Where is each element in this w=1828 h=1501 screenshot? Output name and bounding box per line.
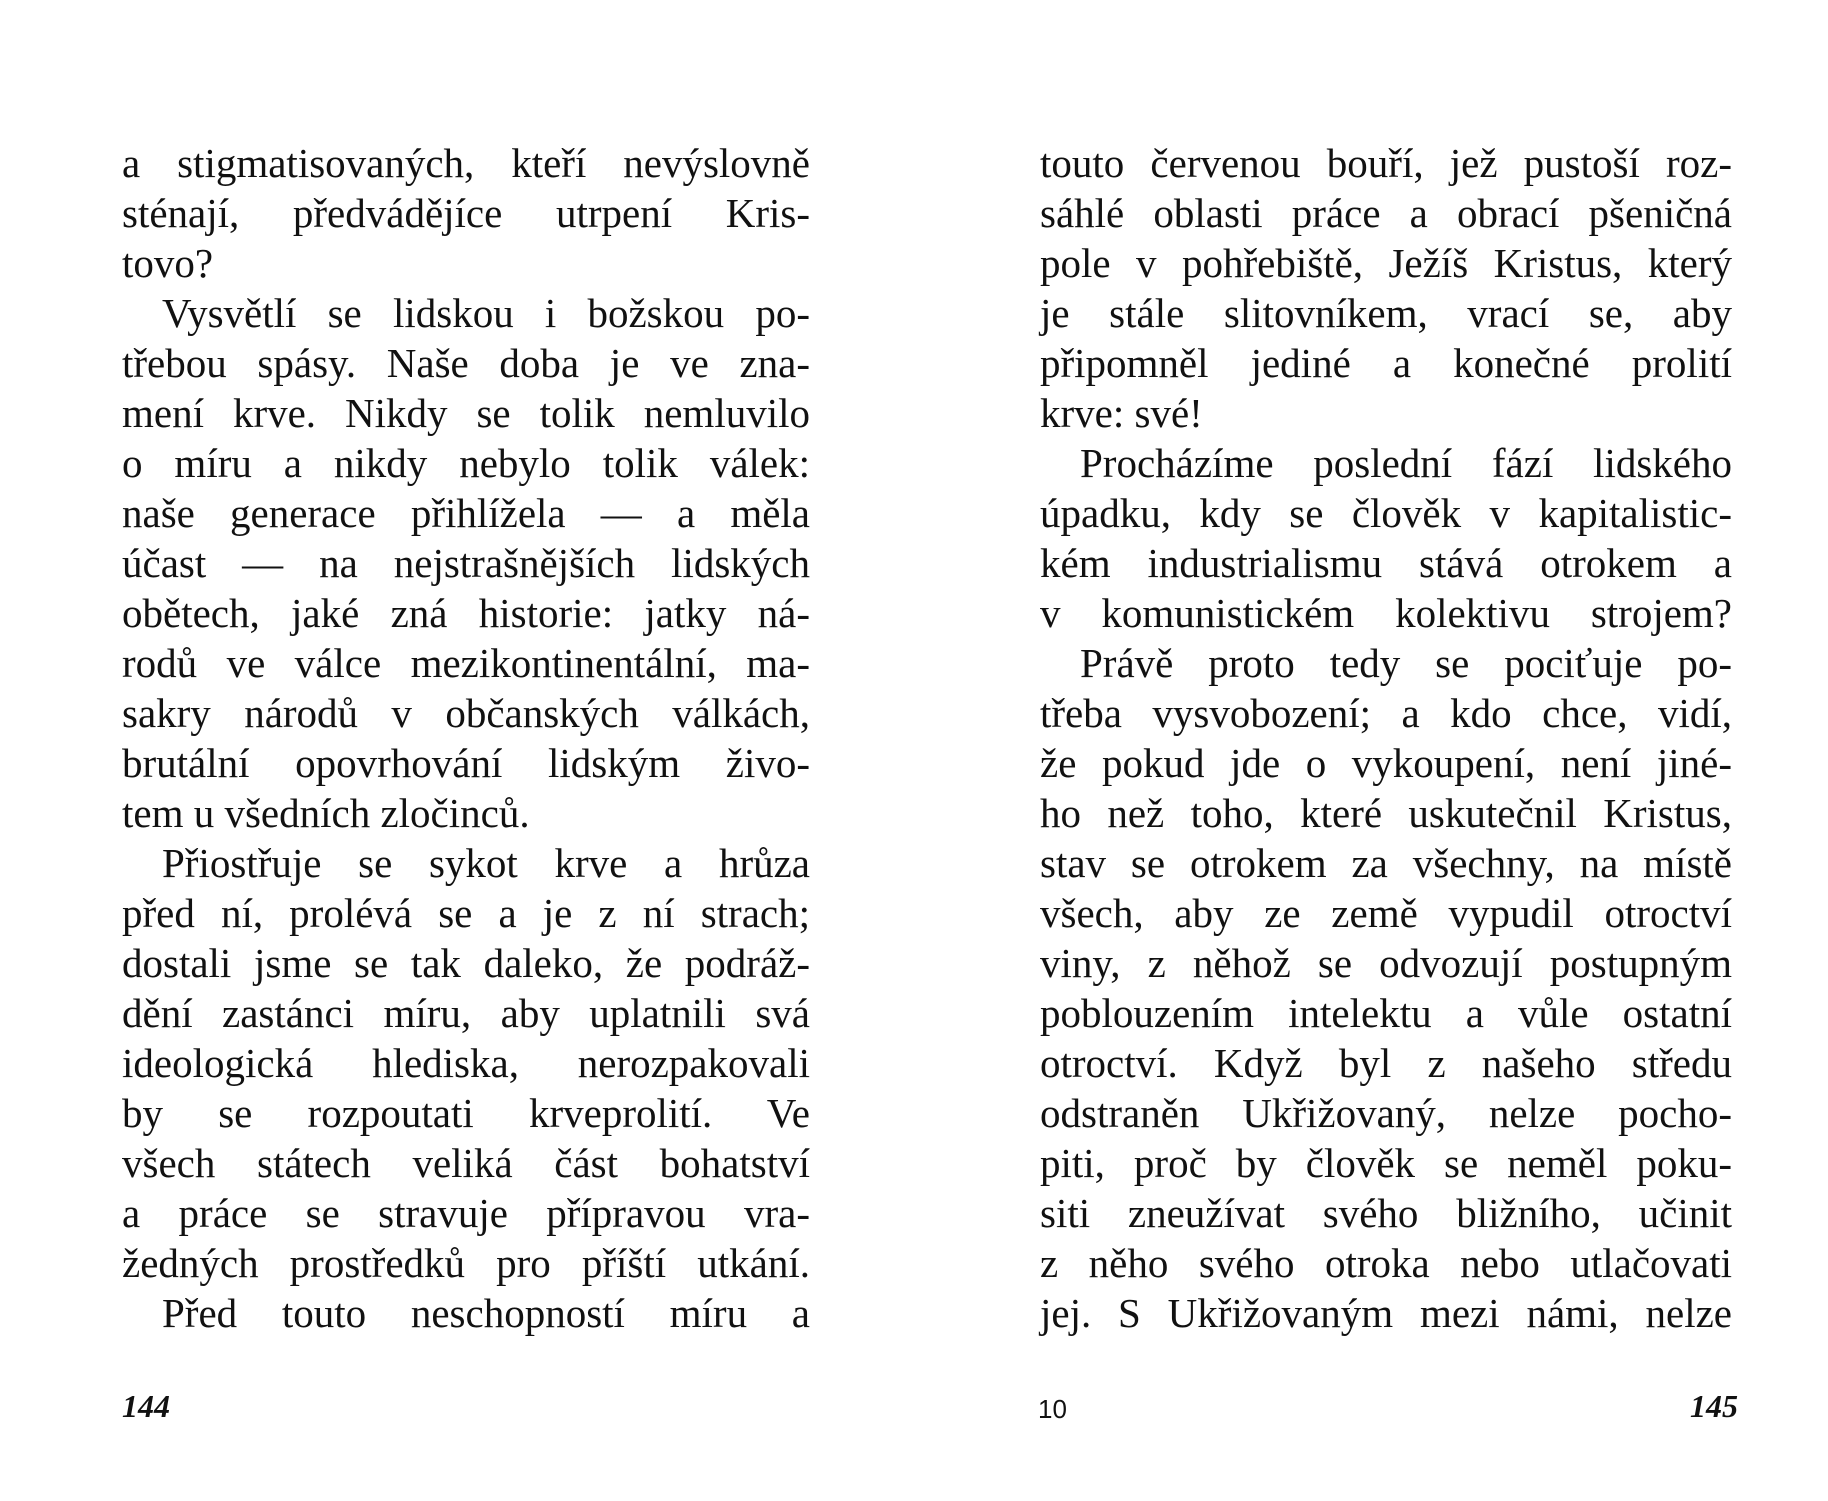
text-line: jej. S Ukřižovaným mezi námi, nelze [1040,1290,1732,1336]
text-line: třebou spásy. Naše doba je ve zna- [122,340,810,386]
text-line: odstraněn Ukřižovaný, nelze pocho- [1040,1090,1732,1136]
text-line: úpadku, kdy se člověk v kapitalistic- [1040,490,1732,536]
text-line: by se rozpoutati krveprolití. Ve [122,1090,810,1136]
text-line: z něho svého otroka nebo utlačovati [1040,1240,1732,1286]
text-line: viny, z něhož se odvozují postupným [1040,940,1732,986]
text-line: a práce se stravuje přípravou vra- [122,1190,810,1236]
text-line: ho než toho, které uskutečnil Kristus, [1040,790,1732,836]
right-page-text [1040,138,1732,1338]
text-line: a stigmatisovaných, kteří nevýslovně [122,140,810,186]
text-line: kém industrialismu stává otrokem a [1040,540,1732,586]
text-line: sáhlé oblasti práce a obrací pšeničná [1040,190,1732,236]
text-line: třeba vysvobození; a kdo chce, vidí, [1040,690,1732,736]
text-line: obětech, jaké zná historie: jatky ná- [122,590,810,636]
text-line: rodů ve válce mezikontinentální, ma- [122,640,810,686]
text-line: všech státech veliká část bohatství [122,1140,810,1186]
text-line: tem u všedních zločinců. [122,790,530,836]
text-line: je stále slitovníkem, vrací se, aby [1040,290,1732,336]
right-page-number: 145 [1690,1388,1738,1424]
right-page [914,0,1828,1501]
text-line: připomněl jediné a konečné prolití [1040,340,1732,386]
text-line: sakry národů v občanských válkách, [122,690,810,736]
text-line: o míru a nikdy nebylo tolik válek: [122,440,810,486]
left-page-text [122,138,810,1338]
text-line: piti, proč by člověk se neměl poku- [1040,1140,1732,1186]
text-line: všech, aby ze země vypudil otroctví [1040,890,1732,936]
text-line: žedných prostředků pro příští utkání. [122,1240,810,1286]
text-line: Přiostřuje se sykot krve a hrůza [162,840,810,886]
text-line: tovo? [122,240,214,286]
text-line: Před touto neschopností míru a [162,1290,810,1336]
text-line: v komunistickém kolektivu strojem? [1040,590,1732,636]
text-line: krve: své! [1040,390,1203,436]
text-line: naše generace přihlížela — a měla [122,490,810,536]
text-line: mení krve. Nikdy se tolik nemluvilo [122,390,810,436]
text-line: Právě proto tedy se pociťuje po- [1080,640,1732,686]
left-page-number: 144 [122,1388,170,1424]
text-line: dostali jsme se tak daleko, že podráž- [122,940,810,986]
text-line: sténají, předvádějíce utrpení Kris- [122,190,810,236]
text-line: ideologická hlediska, nerozpakovali [122,1040,810,1086]
text-line: otroctví. Když byl z našeho středu [1040,1040,1732,1086]
text-line: Procházíme poslední fází lidského [1080,440,1732,486]
text-line: siti zneužívat svého bližního, učinit [1040,1190,1732,1236]
text-line: Vysvětlí se lidskou i božskou po- [162,290,810,336]
text-line: stav se otrokem za všechny, na místě [1040,840,1732,886]
text-line: že pokud jde o vykoupení, není jiné- [1040,740,1732,786]
text-line: poblouzením intelektu a vůle ostatní [1040,990,1732,1036]
text-line: brutální opovrhování lidským živo- [122,740,810,786]
text-line: touto červenou bouří, jež pustoší roz- [1040,140,1732,186]
text-line: před ní, prolévá se a je z ní strach; [122,890,810,936]
text-line: dění zastánci míru, aby uplatnili svá [122,990,810,1036]
text-line: pole v pohřebiště, Ježíš Kristus, který [1040,240,1732,286]
text-line: účast — na nejstrašnějších lidských [122,540,810,586]
printer-signature-mark: 10 [1038,1394,1067,1424]
